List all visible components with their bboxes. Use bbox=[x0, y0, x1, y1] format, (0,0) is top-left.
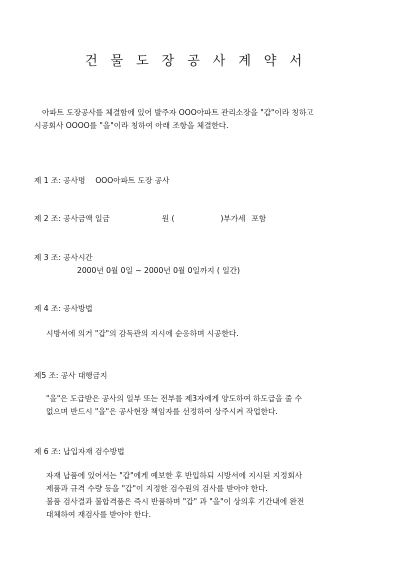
article-2 bbox=[34, 212, 266, 225]
article-3 bbox=[34, 251, 240, 277]
article-2-vat: )부가세 bbox=[220, 214, 246, 223]
article-3-heading: 제 3 조: 공사시간 bbox=[34, 253, 93, 262]
article-6-line-3: 불품 검사결과 불합격품은 즉시 반품하며 "갑" 과 "을"이 상의후 기간내에 완전 bbox=[46, 497, 305, 506]
article-6-line-2: 제품과 규격 수량 등을 "갑"이 지정한 검수원의 검사를 받아야 한다. bbox=[46, 484, 268, 493]
article-6-body bbox=[46, 469, 304, 521]
article-1 bbox=[34, 174, 169, 187]
article-6-line-1: 자재 납품에 있어서는 "갑"에게 예보한 후 반입하되 시방서에 지시된 지정회사 bbox=[46, 471, 303, 480]
document-title: 건물도장공사계약서 bbox=[84, 54, 316, 69]
article-2-unit: 원 ( bbox=[161, 214, 175, 223]
article-2-include: 포함 bbox=[251, 214, 267, 223]
article-5-body bbox=[46, 392, 302, 418]
article-4-line-1: 시방서에 의거 "갑"의 감독관의 지시에 순응하며 시공한다. bbox=[46, 329, 239, 338]
article-5-line-1: "을"은 도급받은 공사의 일부 또는 전부를 제3자에게 양도하여 하도급을 줄 수 bbox=[46, 394, 303, 403]
article-2-heading: 제 2 조: 공사금액 일금 bbox=[34, 214, 110, 223]
article-4-body bbox=[46, 327, 239, 340]
article-5-heading: 제5 조: 공사 대행금지 bbox=[34, 371, 108, 380]
article-6-line-4: 대체하여 재검사를 받아야 한다. bbox=[46, 510, 152, 519]
intro-line-2: 시공회사 OOOO를 "을"이라 칭하여 아래 조항을 체결한다. bbox=[34, 121, 229, 130]
article-4-heading: 제 4 조: 공사방법 bbox=[34, 304, 93, 313]
article-1-heading: 제 1 조: 공사명 bbox=[34, 176, 86, 185]
article-3-period: 2000년 0월 0일 ~ 2000년 0월 0일까지 ( 일간) bbox=[77, 266, 240, 275]
intro-line-1: 아파트 도장공사를 체결함에 있어 발주자 OOO아파트 관리소장을 "갑"이라 칭하고 bbox=[42, 108, 314, 117]
intro-paragraph bbox=[34, 106, 314, 132]
article-1-value: OOO아파트 도장 공사 bbox=[95, 176, 170, 185]
article-6-heading: 제 6 조: 납입자재 검수방법 bbox=[34, 447, 125, 456]
article-5-line-2: 없으며 반드시 "을"은 공사현장 책임자를 선정하여 상주시켜 작업한다. bbox=[46, 407, 278, 416]
